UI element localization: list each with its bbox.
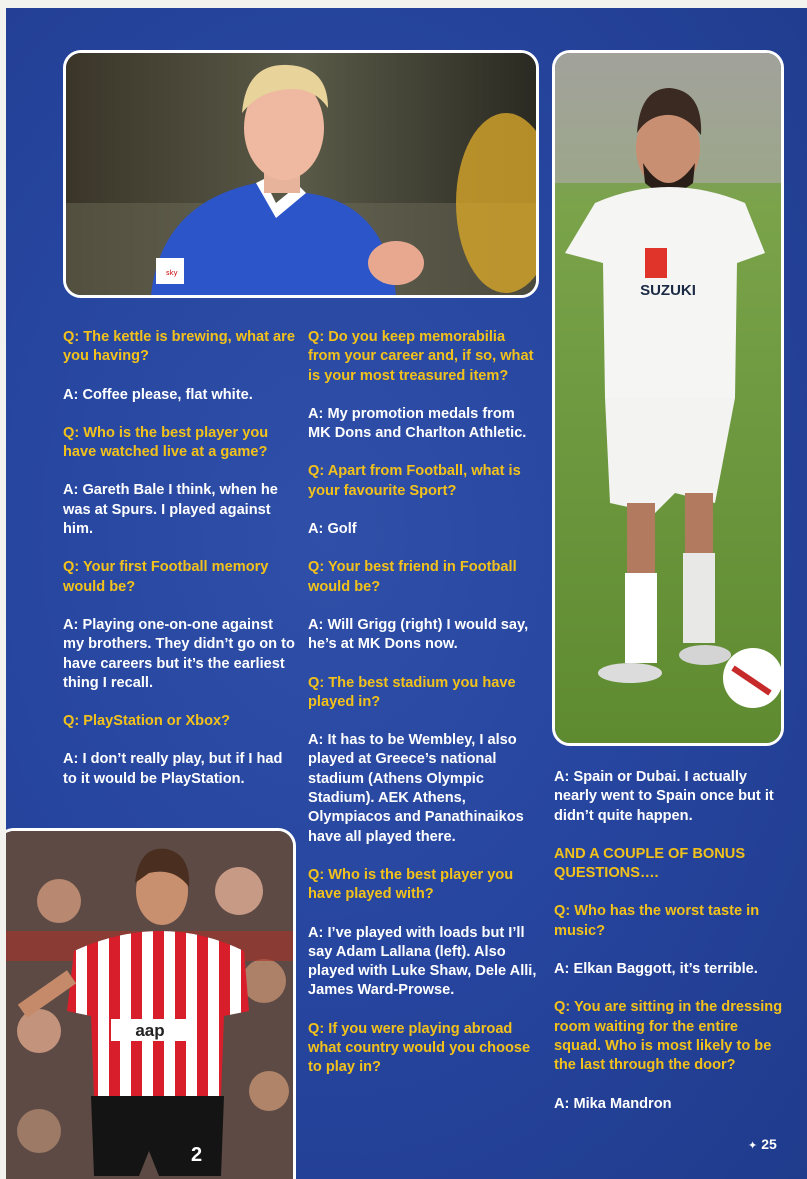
answer: A: Golf bbox=[308, 521, 357, 538]
question: Q: The kettle is brewing, what are you having? bbox=[63, 329, 295, 365]
page-number bbox=[748, 1136, 777, 1152]
answer: A: Will Grigg (right) I would say, he’s at MK Dons now. bbox=[308, 616, 529, 653]
interview-column-1 bbox=[63, 328, 295, 808]
sponsor-suzuki: SUZUKI bbox=[640, 282, 696, 299]
interview-column-2 bbox=[308, 328, 540, 1097]
question: Q: Who is the best player you have played with? bbox=[308, 866, 514, 903]
photo-player-striped-kit bbox=[6, 828, 296, 1179]
question: Q: If you were playing abroad what country would you choose to play in? bbox=[308, 1020, 531, 1076]
answer: A: Playing one-on-one against my brothers. They didn’t go on to have careers but it’s the earliest thing I recall. bbox=[63, 616, 295, 691]
page-number-text: 25 bbox=[761, 1136, 777, 1152]
answer: A: It has to be Wembley, I also played at Greece’s national stadium (Athens Olympic Stadium). AEK Athens, Olympiacos and Panathinaikos have all played there. bbox=[308, 732, 524, 845]
question: Q: Who is the best player you have watched live at a game? bbox=[63, 424, 269, 461]
photo-player-blue-kit bbox=[63, 50, 539, 298]
question: Q: Apart from Football, what is your favourite Sport? bbox=[308, 463, 521, 499]
question: Q: PlayStation or Xbox? bbox=[63, 713, 231, 730]
question: Q: Your best friend in Football would be? bbox=[308, 559, 517, 595]
club-crest-icon: ✦ bbox=[748, 1140, 758, 1152]
question: Q: Who has the worst taste in music? bbox=[554, 903, 760, 939]
bonus-heading: AND A COUPLE OF BONUS QUESTIONS…. bbox=[554, 845, 746, 882]
question: Q: The best stadium you have played in? bbox=[308, 674, 516, 710]
question: Q: You are sitting in the dressing room waiting for the entire squad. Who is most likely to be the last through the door? bbox=[554, 999, 783, 1074]
answer: A: I don’t really play, but if I had to it would be PlayStation. bbox=[63, 751, 283, 787]
sponsor-aap: aap bbox=[135, 1021, 165, 1040]
question: Q: Do you keep memorabilia from your career and, if so, what is your most treasured item? bbox=[308, 329, 534, 384]
answer: A: My promotion medals from MK Dons and Charlton Athletic. bbox=[308, 405, 527, 442]
answer: A: Mika Mandron bbox=[554, 1095, 672, 1112]
shirt-number: 2 bbox=[191, 1144, 203, 1166]
question: Q: Your first Football memory would be? bbox=[63, 559, 269, 595]
magazine-page bbox=[6, 8, 807, 1179]
answer: A: Elkan Baggott, it’s terrible. bbox=[554, 961, 758, 978]
photo-player-white-kit bbox=[552, 50, 784, 746]
interview-column-3 bbox=[554, 768, 788, 1133]
answer: A: Gareth Bale I think, when he was at Spurs. I played against him. bbox=[63, 482, 278, 538]
answer: A: Coffee please, flat white. bbox=[63, 386, 253, 403]
answer-continued: A: Spain or Dubai. I actually nearly went to Spain once but it didn’t quite happen. bbox=[554, 769, 774, 824]
answer: A: I’ve played with loads but I’ll say Adam Lallana (left). Also played with Luke Shaw, Dele Alli, James Ward-Prowse. bbox=[308, 924, 537, 999]
svg-text:sky: sky bbox=[166, 269, 178, 277]
